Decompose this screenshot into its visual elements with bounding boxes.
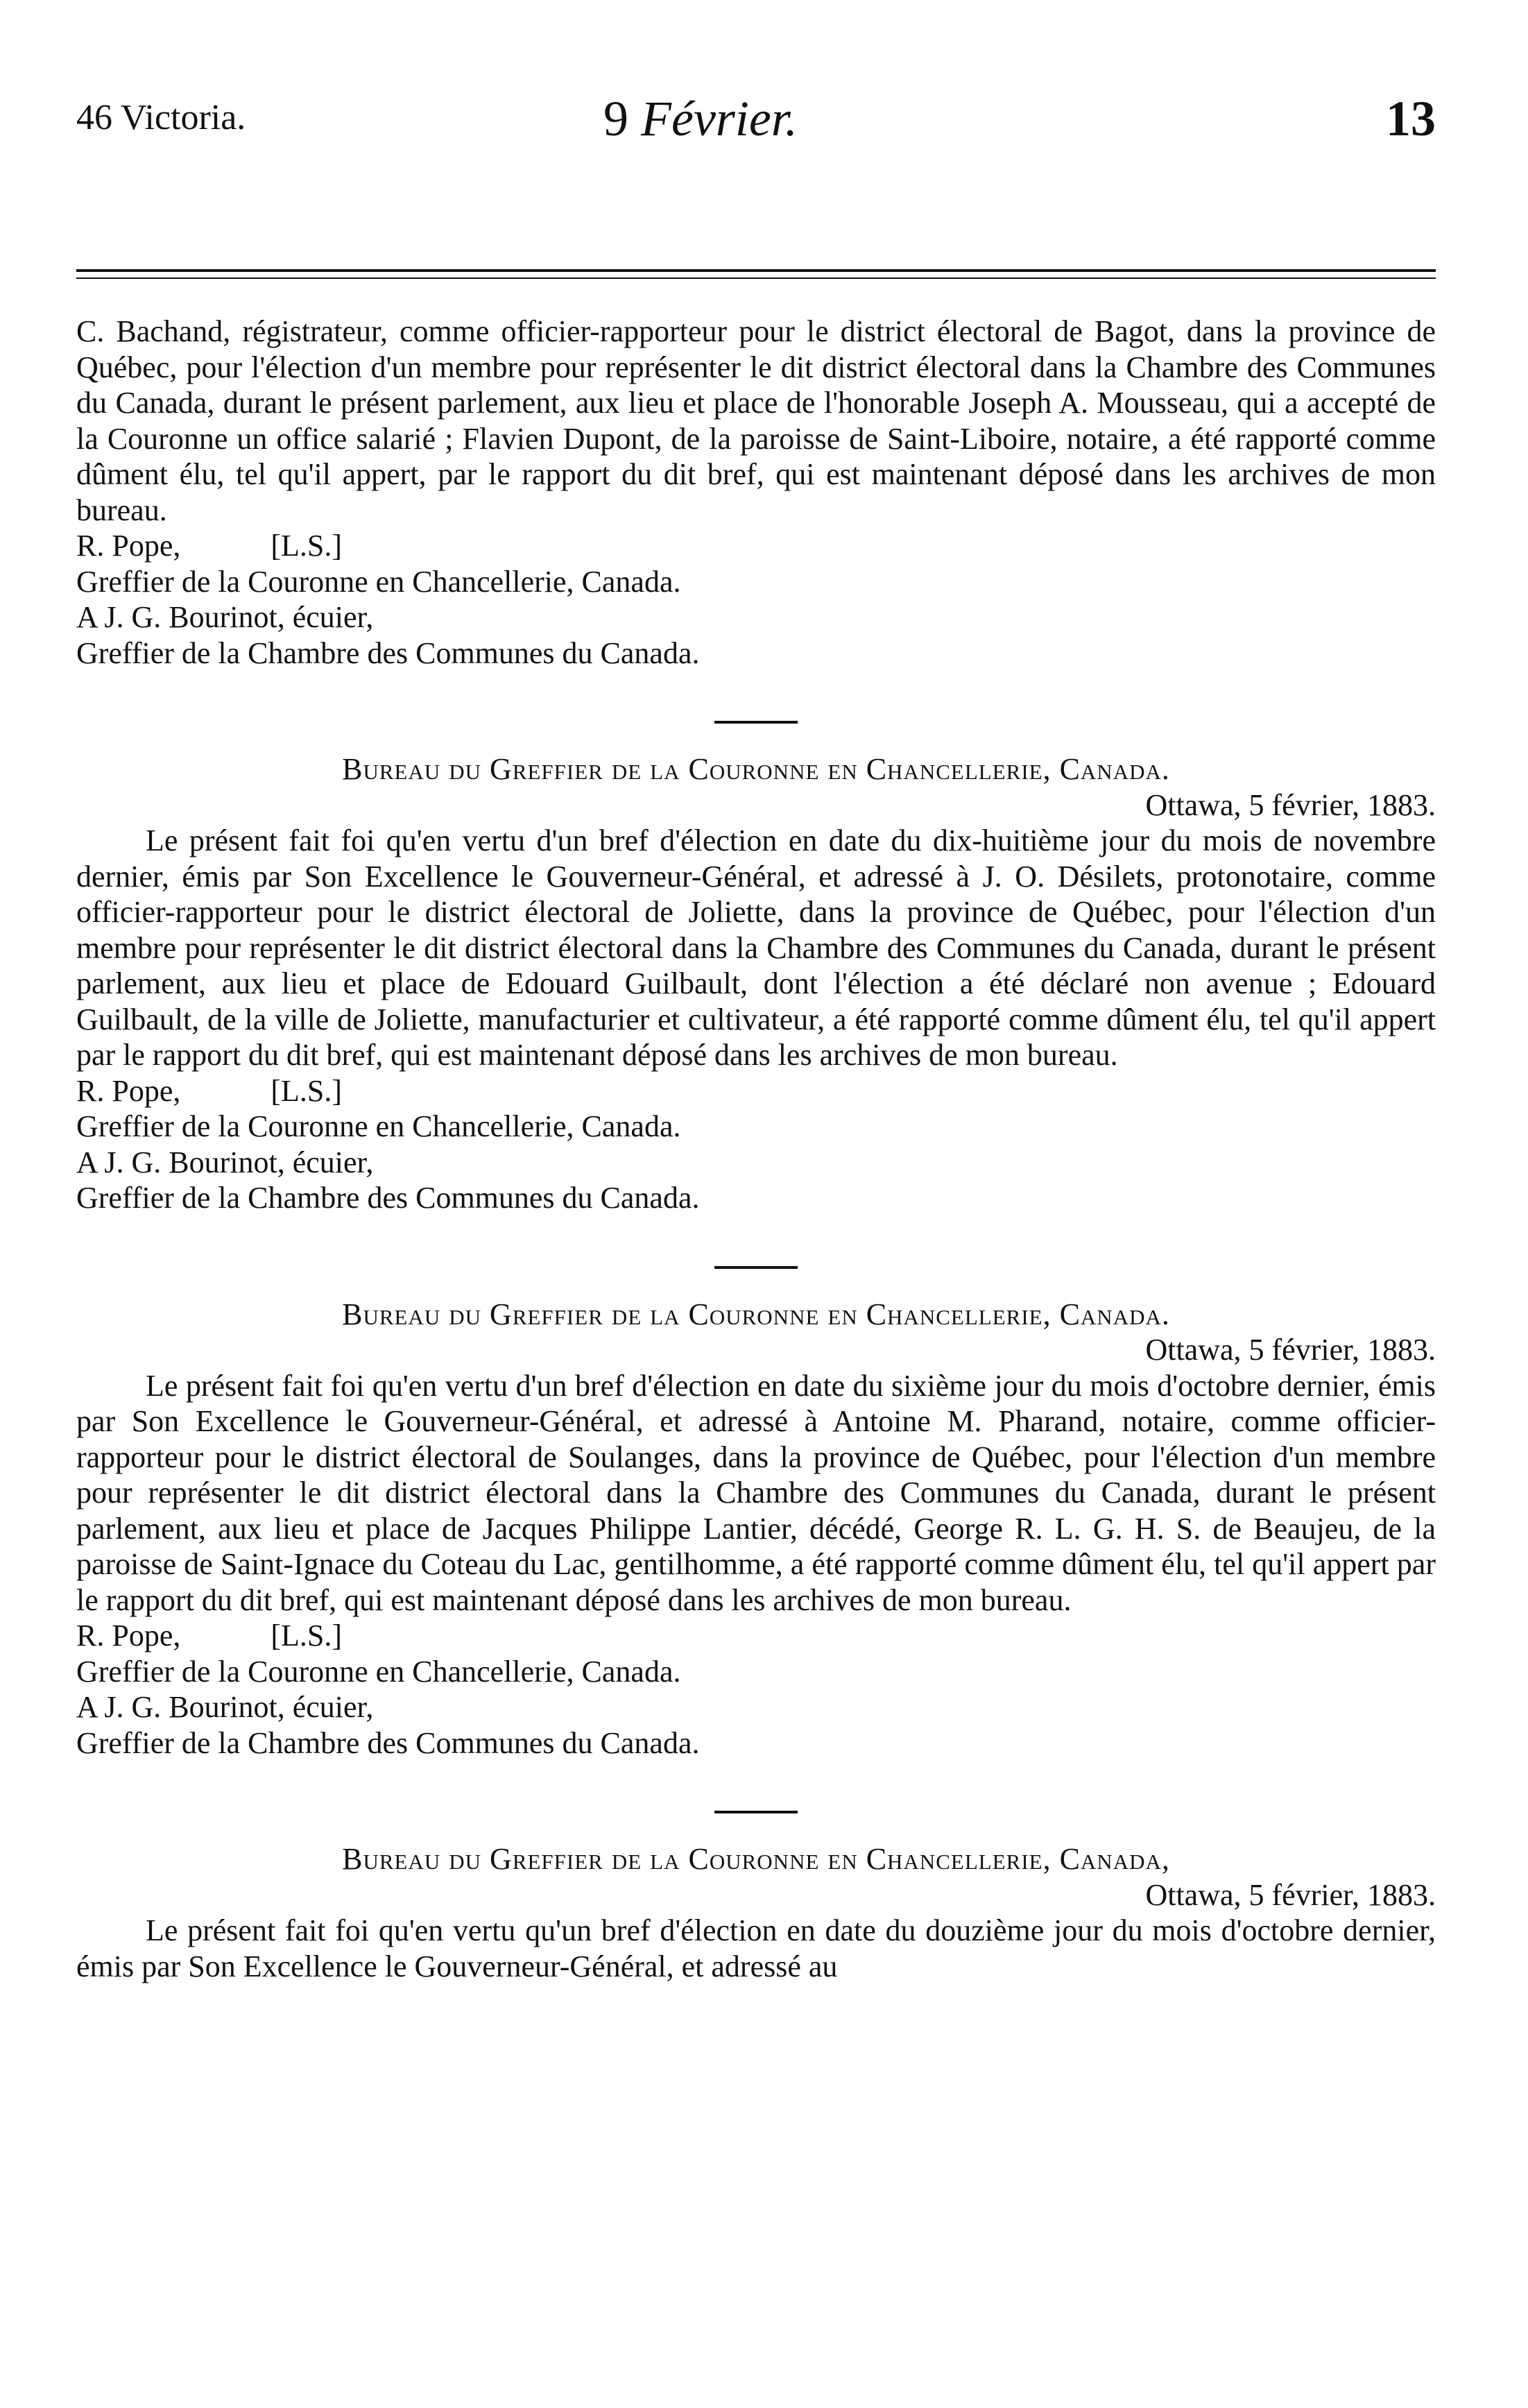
- seal-mark: [L.S.]: [271, 529, 343, 563]
- seal-mark: [L.S.]: [271, 1619, 343, 1653]
- continued-paragraph: C. Bachand, régistrateur, comme officier-rapporteur pour le district électoral de Bagot, dans la province de Québec, pour l'élection d'un membre pour représenter le dit district électoral dans la Chambre des Communes du Canada, durant le présent parlement, aux lieu et place de l'honorable Joseph A. Mousseau, qui a accepté de la Couronne un office salarié ; Flavien Dupont, de la paroisse de Saint-Liboire, notaire, a été rapporté comme dûment élu, tel qu'il appert, par le rapport du dit bref, qui est maintenant déposé dans les archives de mon bureau.: [76, 314, 1436, 527]
- header-day: 9: [603, 91, 628, 146]
- signature-title: Greffier de la Couronne en Chancellerie, Canada.: [76, 1109, 681, 1143]
- header-date: [603, 90, 798, 148]
- running-header: [76, 83, 1436, 160]
- signature-title: Greffier de la Couronne en Chancellerie, Canada.: [76, 1654, 681, 1689]
- section-divider: [714, 721, 798, 724]
- notice-body: Le présent fait foi qu'en vertu d'un bref d'élection en date du dix-huitième jour du mois de novembre dernier, émis par Son Excellence le Gouverneur-Général, et adressé à J. O. Désilets, protonotaire, comme officier-rapporteur pour le district électoral de Joliette, dans la province de Québec, pour l'élection d'un membre pour représenter le dit district électoral dans la Chambre des Communes du Canada, durant le présent parlement, aux lieu et place de Edouard Guilbault, dont l'élection a été déclaré non avenue ; Edouard Guilbault, de la ville de Joliette, manufacturier et cultivateur, a été rapporté comme dûment élu, tel qu'il appert par le rapport du dit bref, qui est maintenant déposé dans les archives de mon bureau.: [76, 823, 1436, 1072]
- addressee: A J. G. Bourinot, écuier,: [76, 1690, 374, 1724]
- notice-heading: Bureau du Greffier de la Couronne en Chancellerie, Canada.: [342, 1297, 1170, 1331]
- signature-name: R. Pope,: [76, 1619, 181, 1653]
- addressee-title: Greffier de la Chambre des Communes du Canada.: [76, 635, 700, 670]
- signature-line: [76, 1618, 1436, 1654]
- notice-date: Ottawa, 5 février, 1883.: [1145, 1877, 1436, 1912]
- seal-mark: [L.S.]: [271, 1073, 343, 1108]
- header-month: Février.: [641, 91, 798, 146]
- signature-line: [76, 528, 1436, 564]
- document-page: [76, 83, 1436, 1984]
- document-body: [76, 314, 1436, 1984]
- signature-name: R. Pope,: [76, 1073, 181, 1108]
- addressee-title: Greffier de la Chambre des Communes du Canada.: [76, 1181, 700, 1215]
- section-divider: [714, 1811, 798, 1813]
- addressee-title: Greffier de la Chambre des Communes du Canada.: [76, 1725, 700, 1760]
- notice-date: Ottawa, 5 février, 1883.: [1145, 1333, 1436, 1367]
- addressee: A J. G. Bourinot, écuier,: [76, 1145, 374, 1179]
- notice-body: Le présent fait foi qu'en vertu d'un bref d'élection en date du sixième jour du mois d'octobre dernier, émis par Son Excellence le Gouverneur-Général, et adressé à Antoine M. Pharand, notaire, comme officier-rapporteur pour le district électoral de Soulanges, dans la province de Québec, pour l'élection d'un membre pour représenter le dit district électoral dans la Chambre des Communes du Canada, durant le présent parlement, aux lieu et place de Jacques Philippe Lantier, décédé, George R. L. G. H. S. de Beaujeu, de la paroisse de Saint-Ignace du Coteau du Lac, gentilhomme, a été rapporté comme dûment élu, tel qu'il appert par le rapport du dit bref, qui est maintenant déposé dans les archives de mon bureau.: [76, 1368, 1436, 1617]
- notice-date: Ottawa, 5 février, 1883.: [1145, 787, 1436, 822]
- page-number: 13: [1386, 91, 1436, 146]
- addressee: A J. G. Bourinot, écuier,: [76, 600, 374, 634]
- signature-name: R. Pope,: [76, 529, 181, 563]
- signature-title: Greffier de la Couronne en Chancellerie, Canada.: [76, 564, 681, 599]
- notice-body: Le présent fait foi qu'en vertu qu'un bref d'élection en date du douzième jour du mois d'octobre dernier, émis par Son Excellence le Gouverneur-Général, et adressé au: [76, 1913, 1436, 1983]
- header-rule-thin: [76, 277, 1436, 279]
- section-divider: [714, 1266, 798, 1269]
- header-rule-thick: [76, 269, 1436, 272]
- header-regnal-year: 46 Victoria.: [76, 98, 246, 137]
- signature-line: [76, 1073, 1436, 1109]
- notice-heading: Bureau du Greffier de la Couronne en Chancellerie, Canada.: [342, 752, 1170, 786]
- notice-heading: Bureau du Greffier de la Couronne en Chancellerie, Canada,: [342, 1842, 1170, 1876]
